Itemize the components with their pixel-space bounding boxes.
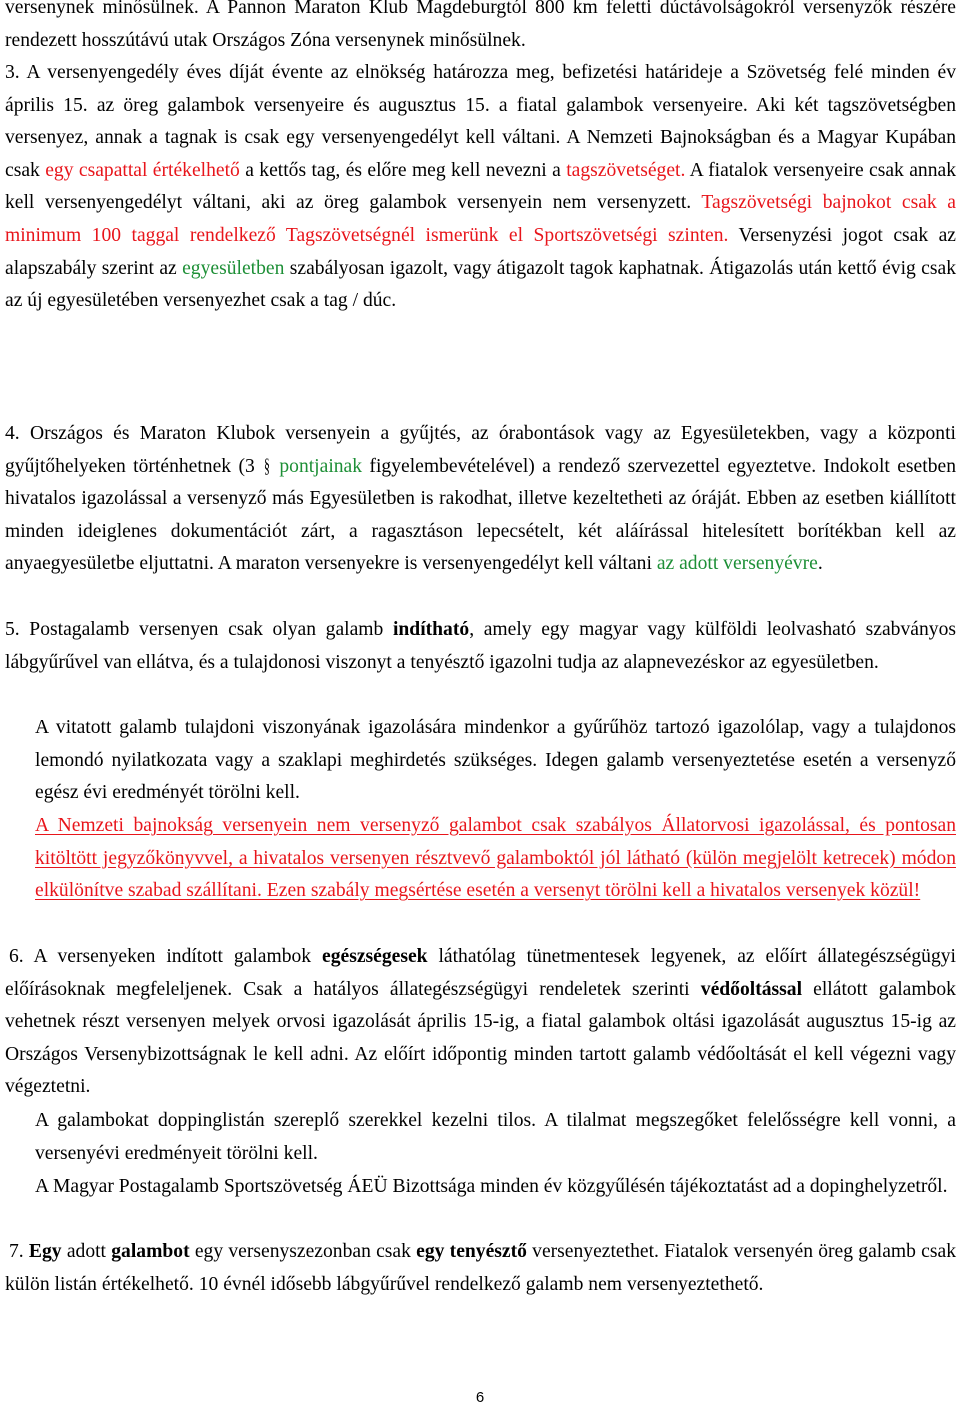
paragraph-3-license-fee: 3. A versenyengedély éves díját évente az elnökség határozza meg, befizetési határideje a Szövetség felé minden év április 15. az öreg galambok versenyeire és augusztus 15. a fiatal galambok versenyeire. Aki két tagszövetségben versenyez, annak a tagnak is csak egy versenyengedélyt kell váltani. A Nemzeti Bajnokságban és a Magyar Kupában csak egy csapattal értékelhető a kettős tag, és előre meg kell nevezni a tagszövetséget. A fiatalok versenyeire csak annak kell versenyengedélyt váltani, aki az öreg galambok versenyein nem versenyzett. Tagszövetségi bajnokot csak a minimum 100 taggal rendelkező Tagszövetségnél ismerünk el Sportszövetségi szinten. Versenyzési jogot csak az alapszabály szerint az egyesületben szabályosan igazolt, vagy átigazolt tagok kaphatnak. Átigazolás után kettő évig csak az új egyesületében versenyezhet csak a tag / dúc. — [5, 62, 957, 312]
highlight-green: egyesületben — [182, 257, 285, 279]
paragraph-6-doping: A galambokat doppinglistán szereplő szerekkel kezelni tilos. A tilalmat megszegőket felelősségre kell vonni, a versenyévi eredményeit törölni kell. — [35, 1110, 956, 1164]
paragraph-5-eligible-pigeon: 5. Postagalamb versenyen csak olyan galamb indítható, amely egy magyar vagy külföldi leolvasható szabványos lábgyűrűvel van ellátva, és a tulajdonosi viszonyt a tenyésztő igazolni tudja az alapnevezéskor az egyesületben. — [5, 619, 956, 673]
bold-text: galambot — [111, 1241, 190, 1262]
paragraph-5-national-championship-rule — [35, 810, 956, 908]
paragraph-6-health: 6. A versenyeken indított galambok egészségesek láthatólag tünetmentesek legyenek, az előírt állategészségügyi előírásoknak megfeleljenek. Csak a hatályos állategészségügyi rendeletek szerinti védőoltással ellátott galambok vehetnek részt versenyen melyek orvosi igazolását április 15-ig, a fiatal galambok oltási igazolását augusztus 15-ig az Országos Versenybizottságnak le kell adni. Az előírt időpontig minden tartott galamb védőoltását el kell végezni vagy végeztetni. — [5, 946, 956, 1098]
highlight-red: Tagszövetségi bajnokot csak a minimum 100 taggal rendelkező Tagszövetségnél ismerünk el Sportszövetségi szinten. — [5, 192, 956, 246]
highlight-red: egy csapattal értékelhető — [45, 159, 240, 181]
highlight-green: pontjainak — [279, 455, 363, 477]
highlight-red: tagszövetséget. — [566, 159, 686, 181]
paragraph-7-one-breeder: 7. Egy adott galambot egy versenyszezonban csak egy tenyésztő versenyeztethet. Fiatalok versenyén öreg galamb csak külön listán értékelhető. 10 évnél idősebb lábgyűrűvel rendelkező galamb nem versenyeztethető. — [5, 1241, 956, 1295]
paragraph-5-ownership: A vitatott galamb tulajdoni viszonyának igazolására mindenkor a gyűrűhöz tartozó igazolólap, vagy a tulajdonos lemondó nyilatkozata vagy a szaklapi meghirdetés szükséges. Idegen galamb versenyeztetése esetén a versenyző egész évi eredményét törölni kell. — [35, 717, 956, 804]
paragraph-6-doping-report: A Magyar Postagalamb Sportszövetség ÁEÜ Bizottsága minden év közgyűlésén tájékoztatást ad a dopinghelyzetről. — [35, 1176, 948, 1197]
bold-text: egy tenyésztő — [416, 1241, 527, 1262]
bold-text: védőoltással — [700, 978, 803, 1000]
bold-text: egészségesek — [322, 946, 428, 967]
highlight-red-underlined: A Nemzeti bajnokság versenyein nem versenyző galambot csak szabályos Állatorvosi igazolással, és pontosan kitöltött jegyzőkönyvvel, a hivatalos versenyen résztvevő galamboktól jól látható (külön megjelölt ketrecek) módon elkülönítve szabad szállítani. Ezen szabály megsértése esetén a versenyt törölni kell a hivatalos versenyek közül! — [35, 815, 956, 902]
paragraph-4-collection: 4. Országos és Maraton Klubok versenyein a gyűjtés, az órabontások vagy az Egyesületekben, vagy a központi gyűjtőhelyeken történhetnek (3 § pontjainak figyelembevételével) a rendező szervezettel egyeztetve. Indokolt esetben hivatalos igazolással a versenyző más Egyesületben is rakodhat, illetve kezeltetheti az óráját. Ebben az esetben kiállított minden ideiglenes dokumentációt zárt, a ragasztáson lepecsételt, két aláírással hitelesített borítékban kell az anyaegyesületbe eljuttatni. A maraton versenyekre is versenyengedélyt kell váltani az adott versenyévre. — [5, 423, 956, 575]
bold-text: indítható — [392, 619, 470, 640]
highlight-green: az adott versenyévre — [656, 553, 818, 575]
section-symbol: § — [264, 455, 271, 477]
bold-text: Egy — [28, 1241, 62, 1262]
paragraph-zone-races: versenynek minősülnek. A Pannon Maraton Klub Magdeburgtól 800 km feletti dúctávolságokról versenyzők részére rendezett hosszútávú utak Országos Zóna versenynek minősülnek. — [5, 0, 956, 51]
page-number: 6 — [475, 1389, 485, 1406]
